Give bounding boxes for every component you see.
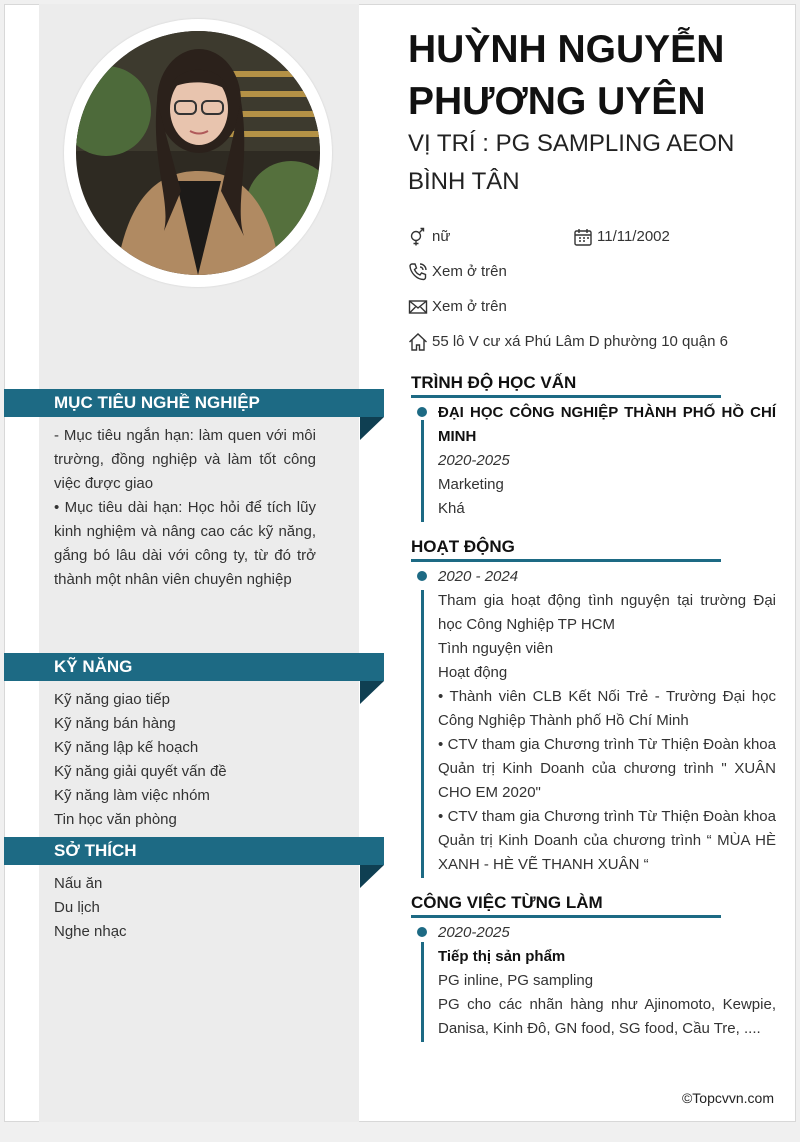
hobbies-list: [54, 872, 316, 944]
hobby-item: Nghe nhạc: [54, 923, 127, 940]
education-major: Marketing: [438, 476, 504, 493]
skill-item: Kỹ năng giải quyết vấn đề: [54, 763, 227, 780]
education-dot: [417, 407, 427, 417]
activities-dot: [417, 571, 427, 581]
objective-body: [54, 424, 316, 592]
objective-item: - Mục tiêu ngắn hạn: làm quen với môi trường, đồng nghiệp và làm tốt công việc được giao: [54, 427, 316, 492]
mail-icon: [408, 297, 428, 317]
work-dot: [417, 927, 427, 937]
activities-org: Tham gia hoạt động tình nguyện tại trường Đại học Công Nghiệp TP HCM: [438, 592, 776, 633]
activities-role: Tình nguyện viên: [438, 640, 554, 657]
gender-text: nữ: [432, 228, 451, 245]
phone-text: Xem ở trên: [432, 263, 507, 280]
job-position: VỊ TRÍ : PG SAMPLING AEON BÌNH TÂN: [408, 130, 735, 195]
work-entry: [438, 921, 776, 1041]
gender-icon: [408, 227, 428, 247]
hobby-item: Nấu ăn: [54, 875, 103, 892]
skill-item: Kỹ năng lập kế hoạch: [54, 739, 199, 756]
skills-heading: KỸ NĂNG: [4, 653, 384, 681]
activities-type: Hoạt động: [438, 664, 508, 681]
skill-item: Kỹ năng làm việc nhóm: [54, 787, 210, 804]
skill-item: Kỹ năng giao tiếp: [54, 691, 170, 708]
hobby-item: Du lịch: [54, 899, 100, 916]
candidate-name: HUỲNH NGUYỄN PHƯƠNG UYÊN: [408, 28, 725, 123]
hobbies-heading: SỞ THÍCH: [4, 837, 384, 865]
activities-entry: [438, 565, 776, 877]
activities-detail: • CTV tham gia Chương trình Từ Thiện Đoàn khoa Quản trị Kinh Doanh của chương trình “ MÙA HÈ XANH - HÈ VẼ THANH XUÂN “: [438, 808, 776, 873]
objective-item: • Mục tiêu dài hạn: Học hỏi để tích lũy kinh nghiệm và nâng cao các kỹ năng, gắng bó lâu dài với công ty, từ đó trở thành một nhân viên chuyên nghiệp: [54, 499, 316, 588]
objective-heading: MỤC TIÊU NGHỀ NGHIỆP: [4, 389, 384, 417]
education-period: 2020-2025: [438, 452, 510, 469]
footer-credit: ©Topcvvn.com: [681, 1090, 774, 1106]
avatar: [76, 31, 320, 275]
activities-period: 2020 - 2024: [438, 568, 519, 585]
education-heading: TRÌNH ĐỘ HỌC VẤN: [411, 372, 721, 398]
skills-list: [54, 688, 316, 832]
school-name: ĐẠI HỌC CÔNG NGHIỆP THÀNH PHỐ HỒ CHÍ MINH: [438, 404, 776, 445]
education-entry: [438, 401, 776, 521]
skill-item: Kỹ năng bán hàng: [54, 715, 176, 732]
email-info: [408, 297, 507, 317]
gender-info: [408, 227, 450, 247]
activities-detail: • Thành viên CLB Kết Nối Trẻ - Trường Đại học Công Nghiệp Thành phố Hồ Chí Minh: [438, 688, 776, 729]
work-timeline: [421, 942, 424, 1042]
work-period: 2020-2025: [438, 924, 510, 941]
work-description: PG cho các nhãn hàng như Ajinomoto, Kewpie, Danisa, Kinh Đô, GN food, SG food, Cầu Tre, ....: [438, 996, 776, 1037]
calendar-icon: [573, 227, 593, 247]
work-heading: CÔNG VIỆC TỪNG LÀM: [411, 892, 721, 918]
home-icon: [408, 332, 428, 352]
address-info: [408, 332, 728, 352]
address-text: 55 lô V cư xá Phú Lâm D phường 10 quận 6: [432, 333, 728, 350]
education-grade: Khá: [438, 500, 465, 517]
birthday-info: [573, 227, 670, 247]
work-title: Tiếp thị sản phẩm: [438, 948, 566, 965]
activities-timeline: [421, 590, 424, 878]
education-timeline: [421, 420, 424, 522]
email-text: Xem ở trên: [432, 298, 507, 315]
phone-info: [408, 262, 507, 282]
skill-item: Tin học văn phòng: [54, 811, 177, 828]
work-roles: PG inline, PG sampling: [438, 972, 594, 989]
activities-detail: • CTV tham gia Chương trình Từ Thiện Đoàn khoa Quản trị Kinh Doanh của chương trình " XUÂN CHO EM 2020": [438, 736, 776, 801]
birthday-text: 11/11/2002: [597, 228, 670, 245]
phone-icon: [408, 262, 428, 282]
activities-heading: HOẠT ĐỘNG: [411, 536, 721, 562]
